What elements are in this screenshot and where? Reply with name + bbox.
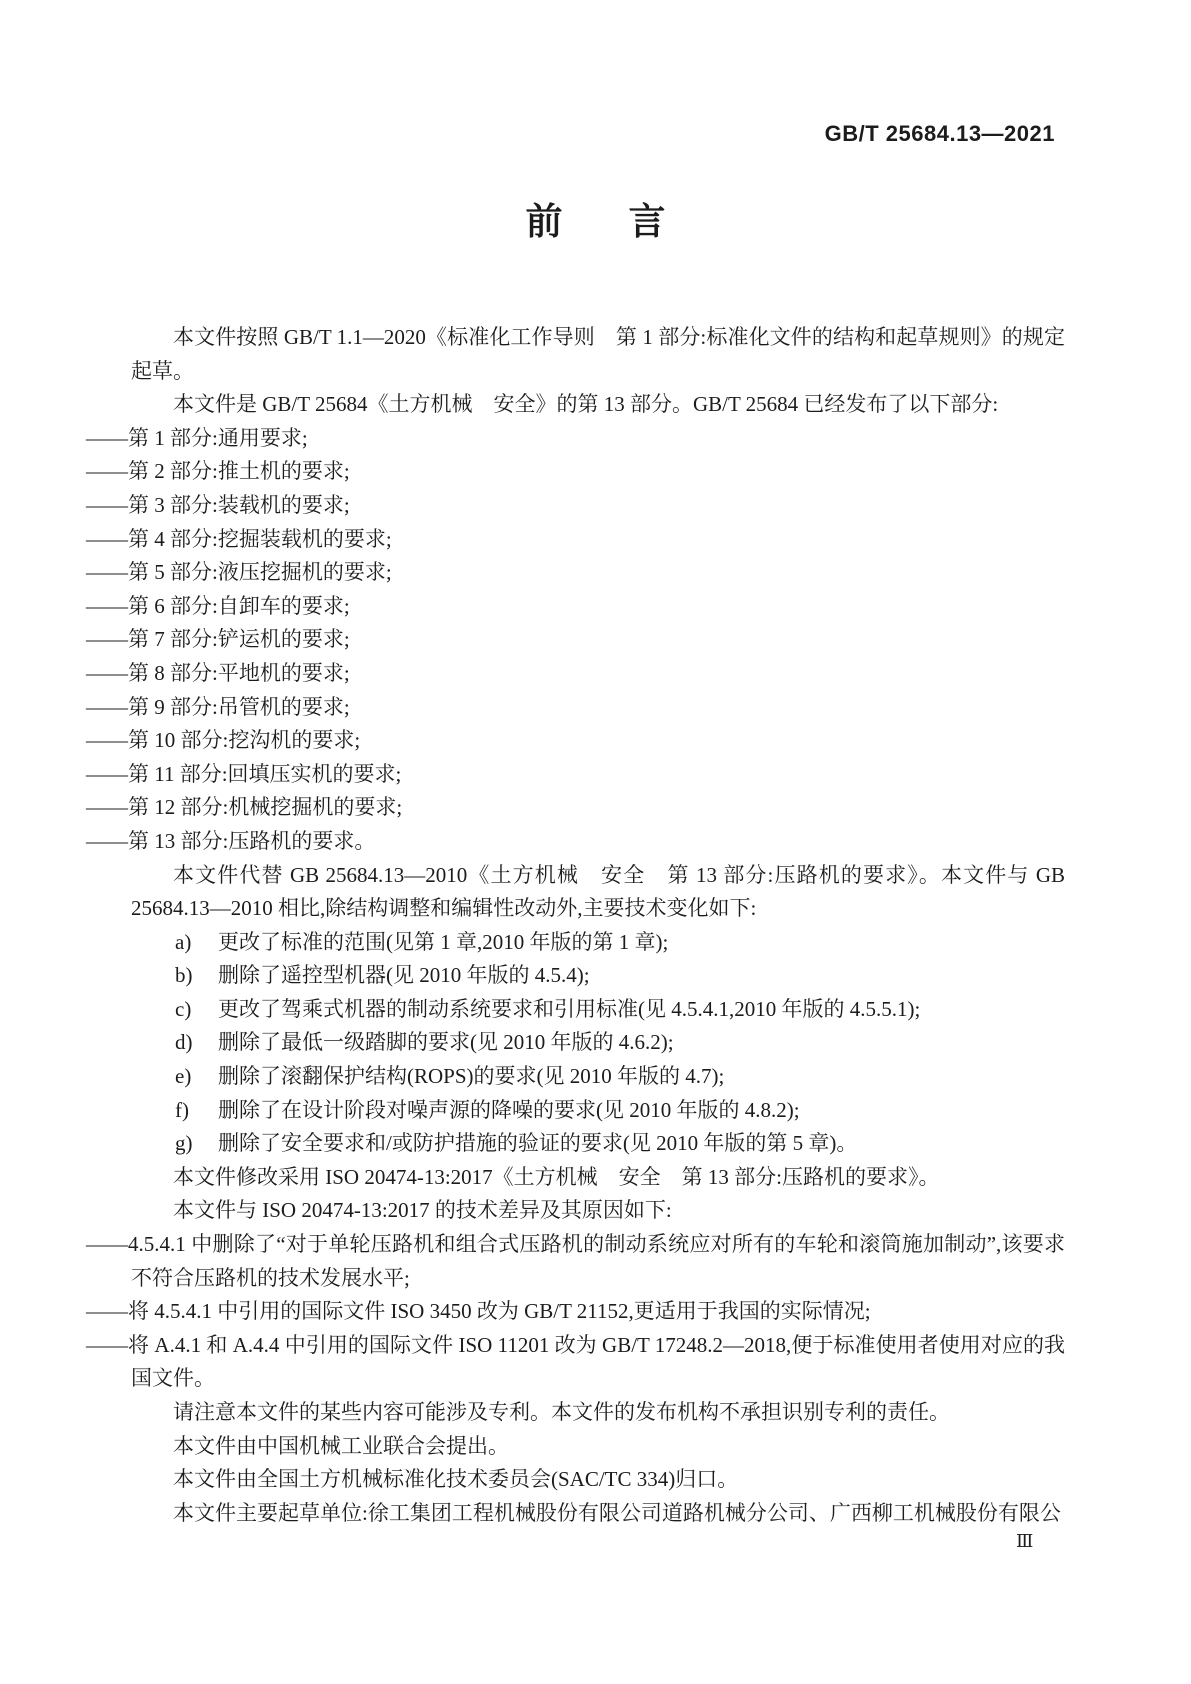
list-item-part-9 <box>86 691 1065 725</box>
page-title <box>0 203 1191 240</box>
para-replaces: 本文件代替 GB 25684.13—2010《土方机械 安全 第 13 部分:压路机的要求》。本文件与 GB 25684.13—2010 相比,除结构调整和编辑性改动外,主要技术变化如下: <box>131 862 1065 921</box>
dash-marker: —— <box>86 761 128 786</box>
dash-marker: —— <box>86 526 128 551</box>
list-item-part-7 <box>86 623 1065 657</box>
dash-marker: —— <box>86 828 128 853</box>
list-item-label: d) <box>175 1030 193 1055</box>
list-item-change-c <box>175 993 1065 1027</box>
list-item-text: 删除了滚翻保护结构(ROPS)的要求(见 2010 年版的 4.7); <box>218 1064 725 1089</box>
list-item-text: 第 2 部分:推土机的要求; <box>128 459 350 484</box>
page-title-char-1: 前 <box>525 201 563 242</box>
dash-marker: —— <box>86 459 128 484</box>
list-item-text: 更改了标准的范围(见第 1 章,2010 年版的第 1 章); <box>218 929 669 954</box>
list-item-part-11 <box>86 758 1065 792</box>
dash-marker: —— <box>86 694 128 719</box>
list-item-label: a) <box>175 929 192 954</box>
list-item-text: 第 13 部分:压路机的要求。 <box>128 828 376 853</box>
page-title-char-2: 言 <box>628 201 666 242</box>
para-drafting-orgs: 本文件主要起草单位:徐工集团工程机械股份有限公司道路机械分公司、广西柳工机械股份有限公 <box>173 1500 1061 1525</box>
list-item-part-8 <box>86 657 1065 691</box>
list-item-change-g <box>175 1127 1065 1161</box>
list-item-text: 第 11 部分:回填压实机的要求; <box>128 761 402 786</box>
list-item-text: 删除了最低一级踏脚的要求(见 2010 年版的 4.6.2); <box>218 1030 674 1055</box>
para-proposed-by: 本文件由中国机械工业联合会提出。 <box>173 1433 509 1458</box>
para-adoption: 本文件修改采用 ISO 20474-13:2017《土方机械 安全 第 13 部分:压路机的要求》。 <box>173 1164 940 1189</box>
para-differences-intro: 本文件与 ISO 20474-13:2017 的技术差异及其原因如下: <box>173 1198 672 1223</box>
foreword-body <box>86 321 1065 1530</box>
list-item-part-6 <box>86 590 1065 624</box>
list-item-part-2 <box>86 455 1065 489</box>
list-item-change-d <box>175 1026 1065 1060</box>
para-centralized-by: 本文件由全国土方机械标准化技术委员会(SAC/TC 334)归口。 <box>173 1467 739 1492</box>
list-item-text: 第 7 部分:铲运机的要求; <box>128 627 350 652</box>
dash-marker: —— <box>86 425 128 450</box>
para-patent-notice: 请注意本文件的某些内容可能涉及专利。本文件的发布机构不承担识别专利的责任。 <box>173 1400 950 1424</box>
list-item-text: 删除了在设计阶段对噪声源的降噪的要求(见 2010 年版的 4.8.2); <box>218 1097 800 1122</box>
para-drafting-basis: 本文件按照 GB/T 1.1—2020《标准化工作导则 第 1 部分:标准化文件的结构和起草规则》的规定起草。 <box>131 325 1065 383</box>
list-item-difference-2 <box>86 1295 1065 1329</box>
list-item-text: 第 10 部分:挖沟机的要求; <box>128 728 361 753</box>
list-item-text: 第 5 部分:液压挖掘机的要求; <box>128 560 392 585</box>
list-item-label: g) <box>175 1131 193 1156</box>
list-item-label: c) <box>175 996 192 1021</box>
list-item-label: b) <box>175 963 193 988</box>
list-item-difference-1 <box>86 1228 1065 1295</box>
dash-marker: —— <box>86 1232 128 1257</box>
dash-marker: —— <box>86 627 128 652</box>
list-item-text: 第 9 部分:吊管机的要求; <box>128 694 350 719</box>
list-item-text: 第 3 部分:装载机的要求; <box>128 492 350 517</box>
dash-marker: —— <box>86 492 128 517</box>
list-item-text: 将 4.5.4.1 中引用的国际文件 ISO 3450 改为 GB/T 21152,更适用于我国的实际情况; <box>128 1299 871 1324</box>
standard-number: GB/T 25684.13—2021 <box>824 121 1055 146</box>
para-series-intro: 本文件是 GB/T 25684《土方机械 安全》的第 13 部分。GB/T 25684 已经发布了以下部分: <box>173 392 999 417</box>
list-item-change-e <box>175 1060 1065 1094</box>
dash-marker: —— <box>86 660 128 685</box>
list-item-text: 第 6 部分:自卸车的要求; <box>128 593 350 618</box>
list-item-text: 4.5.4.1 中删除了“对于单轮压路机和组合式压路机的制动系统应对所有的车轮和滚筒施加制动”,该要求不符合压路机的技术发展水平; <box>128 1232 1065 1290</box>
list-item-label: f) <box>175 1097 189 1122</box>
list-item-part-1 <box>86 422 1065 456</box>
list-item-label: e) <box>175 1064 192 1089</box>
list-item-change-f <box>175 1094 1065 1128</box>
list-item-text: 删除了遥控型机器(见 2010 年版的 4.5.4); <box>218 963 590 988</box>
dash-marker: —— <box>86 560 128 585</box>
list-item-part-3 <box>86 489 1065 523</box>
list-item-part-5 <box>86 556 1065 590</box>
list-item-text: 第 12 部分:机械挖掘机的要求; <box>128 795 403 820</box>
list-item-text: 更改了驾乘式机器的制动系统要求和引用标准(见 4.5.4.1,2010 年版的 4.5.5.1); <box>218 996 921 1021</box>
dash-marker: —— <box>86 593 128 618</box>
dash-marker: —— <box>86 1332 128 1357</box>
list-item-part-4 <box>86 523 1065 557</box>
list-item-difference-3 <box>86 1329 1065 1396</box>
dash-marker: —— <box>86 1299 128 1324</box>
list-item-text: 第 4 部分:挖掘装载机的要求; <box>128 526 392 551</box>
dash-marker: —— <box>86 795 128 820</box>
list-item-change-a <box>175 926 1065 960</box>
list-item-change-b <box>175 959 1065 993</box>
list-item-part-13 <box>86 825 1065 859</box>
list-item-text: 第 8 部分:平地机的要求; <box>128 660 350 685</box>
dash-marker: —— <box>86 728 128 753</box>
list-item-text: 删除了安全要求和/或防护措施的验证的要求(见 2010 年版的第 5 章)。 <box>218 1131 858 1156</box>
list-item-part-12 <box>86 791 1065 825</box>
list-item-text: 将 A.4.1 和 A.4.4 中引用的国际文件 ISO 11201 改为 GB/T 17248.2—2018,便于标准使用者使用对应的我国文件。 <box>128 1332 1065 1391</box>
list-item-part-10 <box>86 724 1065 758</box>
list-item-text: 第 1 部分:通用要求; <box>128 425 308 450</box>
page-number: Ⅲ <box>1016 1531 1034 1551</box>
